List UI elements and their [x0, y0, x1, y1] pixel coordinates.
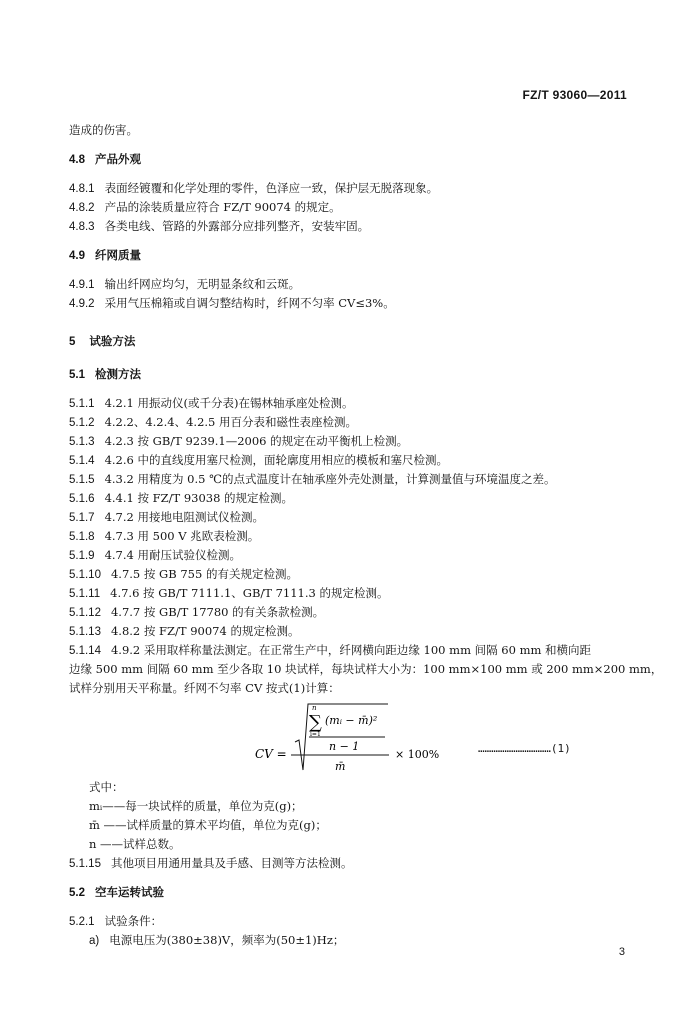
clause-number: 4.8.2	[69, 202, 95, 214]
clause-text: 检测方法	[95, 367, 141, 381]
clause-text: 4.2.1 用振动仪(或千分表)在锡林轴承座处检测。	[104, 396, 354, 410]
clause-text: 4.2.6 中的直线度用塞尺检测，面轮廓度用相应的模板和塞尺检测。	[104, 453, 448, 467]
clause-number: 5.1.6	[69, 493, 95, 505]
text-line	[69, 276, 300, 293]
clause-text: 采用气压棉箱或自调匀整结构时，纤网不匀率 CV≤3%。	[104, 296, 395, 310]
clause-number: 5.1.15	[69, 858, 101, 870]
text-line	[69, 295, 395, 312]
outer-denominator: m̄	[335, 760, 346, 773]
clause-text: 4.7.7 按 GB/T 17780 的有关条款检测。	[110, 605, 325, 619]
clause-text: mᵢ——每一块试样的质量，单位为克(g)；	[89, 799, 303, 813]
clause-number: 5.1.9	[69, 550, 95, 562]
clause-text: 式中：	[89, 780, 124, 794]
clause-text: 4.2.2、4.2.4、4.2.5 用百分表和磁性表座检测。	[104, 415, 358, 429]
clause-text: 4.3.2 用精度为 0.5 ℃的点式温度计在轴承座外壳处测量，计算测量值与环境温度之差。	[104, 472, 556, 486]
text-line	[69, 471, 555, 488]
formula-factor: × 100%	[395, 748, 440, 761]
sum-upper: n	[312, 704, 317, 712]
clause-text: 试样分别用天平称量。纤网不匀率 CV 按式(1)计算：	[69, 681, 340, 695]
formula-label: ……………………………(1)	[478, 742, 571, 755]
clause-text: 各类电线、管路的外露部分应排列整齐，安装牢固。	[104, 219, 370, 233]
text-line	[69, 122, 138, 138]
page-number: 3	[618, 946, 625, 958]
clause-number: 5.1.13	[69, 626, 101, 638]
standard-code-header: FZ/T 93060—2011	[522, 88, 627, 102]
text-line	[69, 414, 357, 431]
clause-text: 产品的涂装质量应符合 FZ/T 90074 的规定。	[104, 200, 341, 214]
clause-number: a)	[89, 935, 100, 947]
text-line	[69, 433, 408, 450]
text-line	[69, 199, 341, 216]
clause-text: 试验方法	[89, 334, 136, 348]
clause-text: 4.7.6 按 GB/T 7111.1、GB/T 7111.3 的规定检测。	[110, 586, 389, 600]
cv-formula	[255, 700, 635, 775]
clause-text: 输出纤网应均匀，无明显条纹和云斑。	[104, 277, 301, 291]
clause-text: n ——试样总数。	[89, 837, 181, 851]
sum-body: (mᵢ − m̄)²	[325, 714, 378, 727]
clause-number: 5.1.3	[69, 436, 95, 448]
text-line	[69, 661, 662, 677]
clause-text: 4.7.3 用 500 V 兆欧表检测。	[104, 529, 260, 543]
clause-text: m̄ ——试样质量的算术平均值，单位为克(g)；	[89, 818, 327, 832]
clause-number: 5.1.8	[69, 531, 95, 543]
clause-number: 5.1.1	[69, 398, 95, 410]
clause-number: 4.9	[69, 250, 85, 262]
inner-denominator: n − 1	[329, 740, 360, 753]
text-line	[69, 247, 141, 264]
clause-number: 5.1.11	[69, 588, 101, 600]
text-line	[69, 218, 369, 235]
text-line	[69, 566, 298, 583]
text-line	[69, 547, 241, 564]
text-line	[69, 623, 299, 640]
sum-sign: ∑	[309, 712, 322, 733]
text-line	[69, 642, 591, 659]
clause-text: 纤网质量	[95, 248, 141, 262]
formula-lhs: CV =	[255, 747, 287, 761]
text-line	[89, 779, 124, 795]
clause-number: 5.1.10	[69, 569, 101, 581]
clause-text: 产品外观	[95, 152, 141, 166]
text-line	[69, 585, 389, 602]
text-line	[69, 528, 259, 545]
clause-text: 其他项目用通用量具及手感、目测等方法检测。	[110, 856, 353, 870]
text-line	[69, 509, 264, 526]
text-line	[69, 490, 293, 507]
text-line	[69, 452, 448, 469]
text-line	[89, 932, 344, 949]
text-line	[89, 836, 181, 852]
clause-text: 4.7.5 按 GB 755 的有关规定检测。	[110, 567, 298, 581]
text-line	[69, 180, 438, 197]
clause-number: 5.1.14	[69, 645, 101, 657]
clause-text: 4.8.2 按 FZ/T 90074 的规定检测。	[110, 624, 300, 638]
clause-number: 5	[69, 336, 76, 348]
sum-lower: i=1	[310, 731, 321, 738]
clause-number: 5.1.7	[69, 512, 95, 524]
clause-number: 4.9.2	[69, 298, 95, 310]
clause-text: 空车运转试验	[95, 885, 164, 899]
clause-text: 边缘 500 mm 间隔 60 mm 至少各取 10 块试样，每块试样大小为：100 mm×100 mm 或 200 mm×200 mm，	[69, 662, 663, 676]
clause-number: 4.9.1	[69, 279, 95, 291]
clause-number: 5.1.5	[69, 474, 95, 486]
clause-text: 4.2.3 按 GB/T 9239.1—2006 的规定在动平衡机上检测。	[104, 434, 409, 448]
text-line	[89, 798, 303, 814]
clause-number: 4.8.3	[69, 221, 95, 233]
text-line	[69, 366, 141, 383]
text-line	[69, 333, 135, 350]
text-line	[69, 855, 352, 872]
clause-text: 4.7.2 用接地电阻测试仪检测。	[104, 510, 264, 524]
clause-text: 造成的伤害。	[69, 123, 138, 137]
clause-text: 4.9.2 采用取样称量法测定。在正常生产中，纤网横向距边缘 100 mm 间隔 60 mm 和横向距	[110, 643, 592, 657]
clause-text: 4.7.4 用耐压试验仪检测。	[104, 548, 241, 562]
text-line	[89, 817, 327, 833]
clause-number: 5.1.12	[69, 607, 101, 619]
text-line	[69, 151, 141, 168]
clause-text: 4.4.1 按 FZ/T 93038 的规定检测。	[104, 491, 294, 505]
clause-text: 表面经镀覆和化学处理的零件，色泽应一致，保护层无脱落现象。	[104, 181, 439, 195]
clause-number: 5.1	[69, 369, 85, 381]
text-line	[69, 604, 324, 621]
clause-number: 5.1.2	[69, 417, 95, 429]
clause-number: 5.2.1	[69, 916, 95, 928]
clause-text: 电源电压为(380±38)V，频率为(50±1)Hz；	[109, 933, 345, 947]
clause-number: 4.8.1	[69, 183, 95, 195]
text-line	[69, 680, 340, 696]
text-line	[69, 884, 164, 901]
clause-number: 5.1.4	[69, 455, 95, 467]
text-line	[69, 395, 353, 412]
clause-text: 试验条件：	[104, 914, 163, 928]
clause-number: 5.2	[69, 887, 85, 899]
clause-number: 4.8	[69, 154, 85, 166]
text-line	[69, 913, 162, 930]
